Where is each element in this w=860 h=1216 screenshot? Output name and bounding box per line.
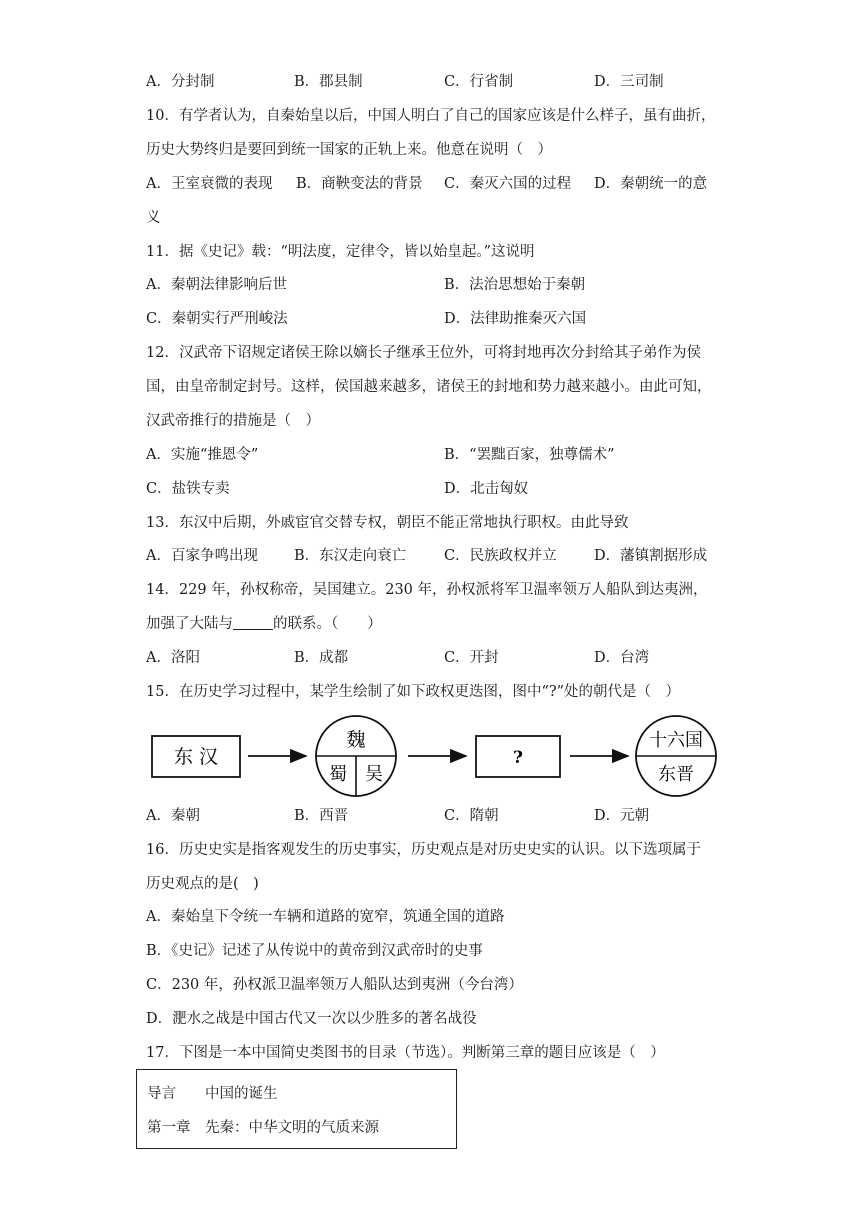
q11-option-b: B．法治思想始于秦朝 bbox=[444, 277, 586, 293]
table-of-contents-box bbox=[136, 1069, 457, 1149]
q9-option-d: D．三司制 bbox=[594, 74, 664, 90]
q11-option-c: C．秦朝实行严刑峻法 bbox=[146, 311, 288, 327]
q12-option-b: B．“罢黜百家，独尊儒术” bbox=[444, 447, 615, 463]
q9-option-c: C．行省制 bbox=[444, 74, 514, 90]
q16-option-c: C．230 年，孙权派卫温率领万人船队达到夷洲（今台湾） bbox=[146, 977, 523, 993]
q10-option-wrap: 义 bbox=[146, 210, 161, 226]
regime-change-diagram bbox=[146, 712, 726, 800]
q16-stem-line-2: 历史观点的是( ) bbox=[146, 876, 259, 892]
q13-option-a: A．百家争鸣出现 bbox=[146, 548, 258, 564]
box-eastern-han-label: 东 汉 bbox=[173, 746, 219, 768]
q12-stem-line-1: 12．汉武帝下诏规定诸侯王除以嫡长子继承王位外，可将封地再次分封给其子弟作为侯 bbox=[146, 345, 701, 361]
sixteen-kingdoms-circle bbox=[636, 716, 716, 796]
q12-option-d: D．北击匈奴 bbox=[444, 481, 529, 497]
wu-label: 吴 bbox=[365, 764, 383, 785]
q14-option-a: A．洛阳 bbox=[146, 650, 200, 666]
q13-stem: 13．东汉中后期，外戚宦官交替专权，朝臣不能正常地执行职权。由此导致 bbox=[146, 515, 629, 531]
q15-option-d: D．元朝 bbox=[594, 808, 650, 824]
q11-option-a: A．秦朝法律影响后世 bbox=[146, 277, 287, 293]
q14-option-c: C．开封 bbox=[444, 650, 499, 666]
q14-option-b: B．成都 bbox=[294, 650, 349, 666]
q10-option-d: D．秦朝统一的意 bbox=[594, 176, 708, 192]
q10-stem-line-2: 历史大势终归是要回到统一国家的正轨上来。他意在说明（ ） bbox=[146, 142, 552, 158]
q10-stem-line-1: 10．有学者认为，自秦始皇以后，中国人明白了自己的国家应该是什么样子，虽有曲折， bbox=[146, 108, 716, 124]
q12-option-a: A．实施“推恩令” bbox=[146, 447, 259, 463]
sixteen-kingdoms-label: 十六国 bbox=[649, 730, 703, 751]
three-kingdoms-circle bbox=[316, 716, 396, 796]
q10-option-b: B．商鞅变法的背景 bbox=[296, 176, 423, 192]
q10-option-c: C．秦灭六国的过程 bbox=[444, 176, 572, 192]
q11-stem: 11．据《史记》载：“明法度，定律令，皆以始皇起。”这说明 bbox=[146, 244, 535, 260]
q13-option-c: C．民族政权并立 bbox=[444, 548, 557, 564]
q13-option-b: B．东汉走向衰亡 bbox=[294, 548, 407, 564]
q16-option-b: B．《史记》记述了从传说中的黄帝到汉武帝时的史事 bbox=[146, 943, 483, 959]
q14-stem-line-1: 14．229 年，孙权称帝，吴国建立。230 年，孙权派将军卫温率领万人船队到达夷洲， bbox=[146, 582, 708, 598]
shu-label: 蜀 bbox=[329, 764, 347, 785]
q10-option-a: A．王室衰微的表现 bbox=[146, 176, 273, 192]
toc-row-intro: 导言 中国的诞生 bbox=[147, 1086, 278, 1102]
q16-stem-line-1: 16．历史史实是指客观发生的历史事实，历史观点是对历史史实的认识。以下选项属于 bbox=[146, 842, 701, 858]
q16-option-a: A．秦始皇下令统一车辆和道路的宽窄，筑通全国的道路 bbox=[146, 909, 505, 925]
q12-option-c: C．盐铁专卖 bbox=[146, 481, 230, 497]
q14-stem-before-blank: 加强了大陆与 bbox=[146, 616, 233, 632]
q13-option-d: D．藩镇割据形成 bbox=[594, 548, 708, 564]
q14-stem-line-2 bbox=[146, 614, 382, 634]
q9-option-a: A．分封制 bbox=[146, 74, 215, 90]
q16-option-d: D．淝水之战是中国古代又一次以少胜多的著名战役 bbox=[146, 1011, 477, 1027]
q12-stem-line-2: 国，由皇帝制定封号。这样，侯国越来越多，诸侯王的封地和势力越来越小。由此可知， bbox=[146, 379, 712, 395]
q15-option-a: A．秦朝 bbox=[146, 808, 200, 824]
q11-option-d: D．法律助推秦灭六国 bbox=[444, 311, 587, 327]
fill-blank bbox=[233, 615, 273, 630]
q15-stem: 15．在历史学习过程中，某学生绘制了如下政权更迭图，图中“?”处的朝代是（ ） bbox=[146, 684, 681, 700]
toc-row-chapter-1: 第一章 先秦：中华文明的气质来源 bbox=[147, 1120, 379, 1136]
q14-option-d: D．台湾 bbox=[594, 650, 650, 666]
q17-stem: 17．下图是一本中国简史类图书的目录（节选）。判断第三章的题目应该是（ ） bbox=[146, 1045, 665, 1061]
question-mark-label: ? bbox=[513, 748, 523, 768]
q15-option-c: C．隋朝 bbox=[444, 808, 499, 824]
q12-stem-line-3: 汉武帝推行的措施是（ ） bbox=[146, 413, 320, 429]
q14-stem-after-blank: 的联系。（ ） bbox=[273, 616, 382, 632]
q9-option-b: B．郡县制 bbox=[294, 74, 363, 90]
wei-label: 魏 bbox=[346, 729, 366, 751]
eastern-jin-label: 东晋 bbox=[658, 764, 694, 785]
q15-option-b: B．西晋 bbox=[294, 808, 349, 824]
